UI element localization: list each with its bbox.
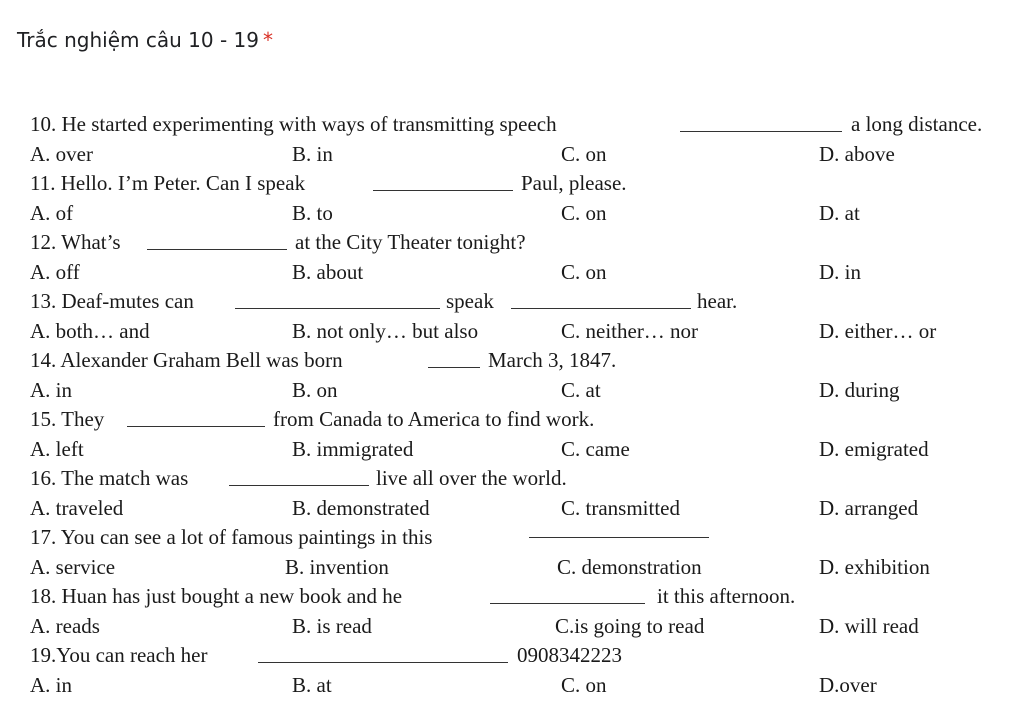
question-13-blank-1	[235, 308, 440, 309]
question-13-text-1: 13. Deaf-mutes can	[30, 289, 194, 313]
section-title	[17, 28, 273, 52]
question-10	[30, 110, 1015, 140]
question-18	[30, 582, 1015, 612]
question-17	[30, 523, 1015, 553]
question-19	[30, 641, 1015, 671]
question-13-option-b: B. not only… but also	[292, 318, 479, 343]
question-16-options	[30, 494, 1015, 524]
question-17-text-1: 17. You can see a lot of famous paintings in this	[30, 525, 433, 549]
question-11-text-2: Paul, please.	[521, 171, 627, 195]
question-15-option-c: C. came	[561, 436, 630, 461]
question-18-options	[30, 612, 1015, 642]
question-15-blank	[127, 426, 265, 427]
question-17-option-c: C. demonstration	[557, 554, 702, 579]
question-15-option-d: D. emigrated	[819, 436, 929, 461]
question-10-options	[30, 140, 1015, 170]
question-13-text-2: speak	[446, 289, 494, 313]
question-19-option-c: C. on	[561, 672, 607, 697]
question-12-text-2: at the City Theater tonight?	[295, 230, 526, 254]
question-19-text-1: 19.You can reach her	[30, 643, 208, 667]
question-14-text-1: 14. Alexander Graham Bell was born	[30, 348, 343, 372]
required-asterisk: *	[262, 28, 273, 52]
question-16-option-c: C. transmitted	[561, 495, 680, 520]
question-15-option-b: B. immigrated	[292, 436, 414, 461]
question-15-option-a: A. left	[30, 436, 84, 461]
question-16	[30, 464, 1015, 494]
question-15-options	[30, 435, 1015, 465]
question-13-options	[30, 317, 1015, 347]
question-18-text-1: 18. Huan has just bought a new book and he	[30, 584, 403, 608]
question-14-text-2: March 3, 1847.	[488, 348, 617, 372]
question-19-options	[30, 671, 1015, 701]
question-18-text-2: it this afternoon.	[657, 584, 796, 608]
question-13-option-c: C. neither… nor	[561, 318, 699, 343]
question-13	[30, 287, 1015, 317]
question-12-option-a: A. off	[30, 259, 80, 284]
question-17-option-b: B. invention	[285, 554, 389, 579]
question-14-options	[30, 376, 1015, 406]
question-18-option-b: B. is read	[292, 613, 372, 638]
question-11-text-1: 11. Hello. I’m Peter. Can I speak	[30, 171, 306, 195]
question-19-option-a: A. in	[30, 672, 72, 697]
question-10-option-a: A. over	[30, 141, 93, 166]
question-14-option-c: C. at	[561, 377, 601, 402]
question-16-option-a: A. traveled	[30, 495, 124, 520]
question-11-option-a: A. of	[30, 200, 74, 225]
question-18-option-c: C.is going to read	[555, 613, 705, 638]
question-12-blank	[147, 249, 287, 250]
question-13-text-3: hear.	[697, 289, 738, 313]
question-11-option-c: C. on	[561, 200, 607, 225]
question-18-option-a: A. reads	[30, 613, 100, 638]
question-13-option-d: D. either… or	[819, 318, 937, 343]
question-14-option-a: A. in	[30, 377, 72, 402]
question-11-blank	[373, 190, 513, 191]
question-13-option-a: A. both… and	[30, 318, 150, 343]
question-12	[30, 228, 1015, 258]
question-11-option-b: B. to	[292, 200, 333, 225]
question-11-option-d: D. at	[819, 200, 860, 225]
question-12-option-b: B. about	[292, 259, 364, 284]
question-17-options	[30, 553, 1015, 583]
question-19-option-d: D.over	[819, 672, 877, 697]
question-12-text-1: 12. What’s	[30, 230, 121, 254]
question-11-options	[30, 199, 1015, 229]
question-10-text-2: a long distance.	[851, 112, 983, 136]
question-16-option-d: D. arranged	[819, 495, 919, 520]
question-19-option-b: B. at	[292, 672, 332, 697]
question-12-options	[30, 258, 1015, 288]
question-12-option-c: C. on	[561, 259, 607, 284]
question-15	[30, 405, 1015, 435]
question-15-text-2: from Canada to America to find work.	[273, 407, 595, 431]
question-10-text-1: 10. He started experimenting with ways of transmitting speech	[30, 112, 557, 136]
section-title-text: Trắc nghiệm câu 10 - 19	[17, 28, 259, 52]
question-16-text-2: live all over the world.	[376, 466, 567, 490]
question-19-text-2: 0908342223	[517, 643, 622, 667]
question-17-blank	[529, 537, 709, 538]
question-list	[30, 110, 1015, 700]
question-10-option-d: D. above	[819, 141, 895, 166]
question-13-blank-2	[511, 308, 691, 309]
question-10-option-c: C. on	[561, 141, 607, 166]
question-18-blank	[490, 603, 645, 604]
question-17-option-a: A. service	[30, 554, 116, 579]
question-14	[30, 346, 1015, 376]
question-16-option-b: B. demonstrated	[292, 495, 430, 520]
question-18-option-d: D. will read	[819, 613, 919, 638]
question-14-blank	[428, 367, 480, 368]
question-14-option-d: D. during	[819, 377, 900, 402]
question-10-option-b: B. in	[292, 141, 333, 166]
question-19-blank	[258, 662, 508, 663]
question-14-option-b: B. on	[292, 377, 338, 402]
question-15-text-1: 15. They	[30, 407, 105, 431]
question-10-blank	[680, 131, 842, 132]
question-11	[30, 169, 1015, 199]
question-16-blank	[229, 485, 369, 486]
question-12-option-d: D. in	[819, 259, 861, 284]
question-17-option-d: D. exhibition	[819, 554, 930, 579]
question-16-text-1: 16. The match was	[30, 466, 189, 490]
